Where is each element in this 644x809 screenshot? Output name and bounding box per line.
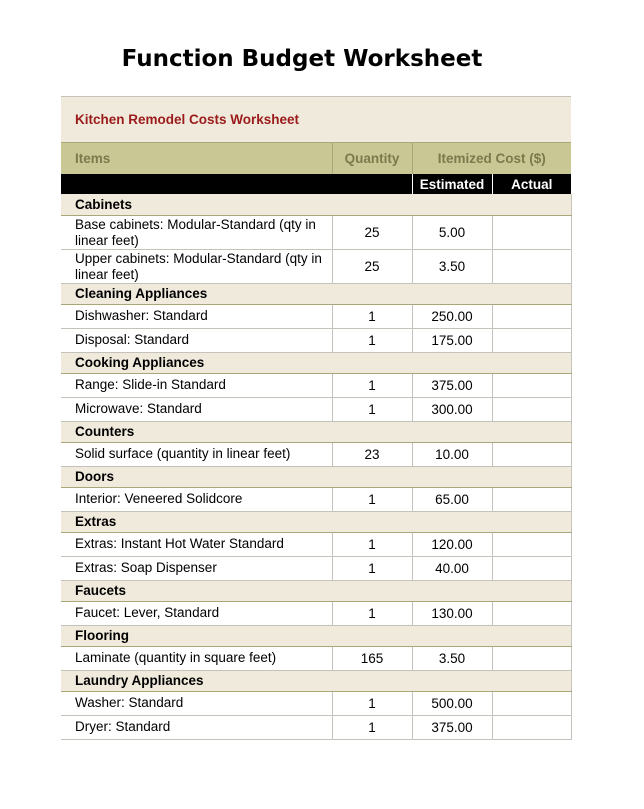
item-actual-cost[interactable]	[492, 328, 571, 352]
category-name: Doors	[61, 466, 571, 487]
item-actual-cost[interactable]	[492, 691, 571, 715]
item-actual-cost[interactable]	[492, 556, 571, 580]
item-estimated-cost[interactable]: 120.00	[412, 532, 492, 556]
item-description: Washer: Standard	[61, 691, 332, 715]
item-estimated-cost[interactable]: 5.00	[412, 215, 492, 249]
category-row	[61, 670, 571, 691]
item-estimated-cost[interactable]: 10.00	[412, 442, 492, 466]
table-row	[61, 373, 571, 397]
table-row	[61, 487, 571, 511]
item-description: Base cabinets: Modular-Standard (qty in linear feet)	[61, 215, 332, 249]
item-estimated-cost[interactable]: 40.00	[412, 556, 492, 580]
item-actual-cost[interactable]	[492, 249, 571, 283]
header-quantity: Quantity	[332, 142, 412, 174]
worksheet-table-container	[61, 96, 571, 740]
item-description: Extras: Instant Hot Water Standard	[61, 532, 332, 556]
table-row	[61, 646, 571, 670]
category-row	[61, 352, 571, 373]
document-title: Function Budget Worksheet	[121, 46, 483, 72]
category-row	[61, 283, 571, 304]
item-estimated-cost[interactable]: 300.00	[412, 397, 492, 421]
item-quantity[interactable]: 1	[332, 556, 412, 580]
item-quantity[interactable]: 1	[332, 397, 412, 421]
item-description: Laminate (quantity in square feet)	[61, 646, 332, 670]
category-name: Faucets	[61, 580, 571, 601]
item-actual-cost[interactable]	[492, 601, 571, 625]
category-row	[61, 511, 571, 532]
item-description: Dryer: Standard	[61, 715, 332, 739]
category-row	[61, 580, 571, 601]
header-itemized-cost: Itemized Cost ($)	[412, 142, 571, 174]
item-estimated-cost[interactable]: 3.50	[412, 646, 492, 670]
item-estimated-cost[interactable]: 175.00	[412, 328, 492, 352]
item-estimated-cost[interactable]: 250.00	[412, 304, 492, 328]
item-quantity[interactable]: 23	[332, 442, 412, 466]
item-actual-cost[interactable]	[492, 373, 571, 397]
item-description: Interior: Veneered Solidcore	[61, 487, 332, 511]
item-description: Microwave: Standard	[61, 397, 332, 421]
item-quantity[interactable]: 1	[332, 328, 412, 352]
table-row	[61, 249, 571, 283]
worksheet-table	[61, 97, 572, 740]
header-actual: Actual	[492, 174, 571, 194]
item-estimated-cost[interactable]: 65.00	[412, 487, 492, 511]
item-quantity[interactable]: 25	[332, 215, 412, 249]
table-row	[61, 328, 571, 352]
table-row	[61, 397, 571, 421]
subheader-blank-quantity	[332, 174, 412, 194]
category-name: Laundry Appliances	[61, 670, 571, 691]
subheader-blank-items	[61, 174, 332, 194]
item-quantity[interactable]: 1	[332, 304, 412, 328]
item-actual-cost[interactable]	[492, 215, 571, 249]
item-quantity[interactable]: 165	[332, 646, 412, 670]
item-quantity[interactable]: 1	[332, 487, 412, 511]
item-actual-cost[interactable]	[492, 397, 571, 421]
header-estimated: Estimated	[412, 174, 492, 194]
item-description: Disposal: Standard	[61, 328, 332, 352]
item-quantity[interactable]: 1	[332, 691, 412, 715]
item-actual-cost[interactable]	[492, 487, 571, 511]
item-actual-cost[interactable]	[492, 442, 571, 466]
category-row	[61, 625, 571, 646]
worksheet-title-row	[61, 97, 571, 142]
item-estimated-cost[interactable]: 130.00	[412, 601, 492, 625]
item-description: Solid surface (quantity in linear feet)	[61, 442, 332, 466]
item-description: Faucet: Lever, Standard	[61, 601, 332, 625]
item-estimated-cost[interactable]: 375.00	[412, 373, 492, 397]
item-estimated-cost[interactable]: 375.00	[412, 715, 492, 739]
subheader-row	[61, 174, 571, 194]
item-description: Range: Slide-in Standard	[61, 373, 332, 397]
item-actual-cost[interactable]	[492, 532, 571, 556]
category-row	[61, 466, 571, 487]
table-row	[61, 715, 571, 739]
worksheet-title: Kitchen Remodel Costs Worksheet	[61, 97, 571, 142]
item-quantity[interactable]: 1	[332, 373, 412, 397]
item-quantity[interactable]: 1	[332, 532, 412, 556]
category-name: Flooring	[61, 625, 571, 646]
category-name: Extras	[61, 511, 571, 532]
item-description: Extras: Soap Dispenser	[61, 556, 332, 580]
item-quantity[interactable]: 1	[332, 715, 412, 739]
table-row	[61, 215, 571, 249]
header-items: Items	[61, 142, 332, 174]
table-row	[61, 304, 571, 328]
item-description: Upper cabinets: Modular-Standard (qty in linear feet)	[61, 249, 332, 283]
column-header-row	[61, 142, 571, 174]
category-row	[61, 194, 571, 215]
item-actual-cost[interactable]	[492, 646, 571, 670]
item-actual-cost[interactable]	[492, 304, 571, 328]
table-row	[61, 532, 571, 556]
item-quantity[interactable]: 1	[332, 601, 412, 625]
table-row	[61, 691, 571, 715]
table-row	[61, 442, 571, 466]
item-quantity[interactable]: 25	[332, 249, 412, 283]
item-estimated-cost[interactable]: 3.50	[412, 249, 492, 283]
category-name: Cleaning Appliances	[61, 283, 571, 304]
category-name: Counters	[61, 421, 571, 442]
item-estimated-cost[interactable]: 500.00	[412, 691, 492, 715]
table-row	[61, 556, 571, 580]
item-description: Dishwasher: Standard	[61, 304, 332, 328]
table-row	[61, 601, 571, 625]
category-name: Cabinets	[61, 194, 571, 215]
item-actual-cost[interactable]	[492, 715, 571, 739]
category-row	[61, 421, 571, 442]
category-name: Cooking Appliances	[61, 352, 571, 373]
